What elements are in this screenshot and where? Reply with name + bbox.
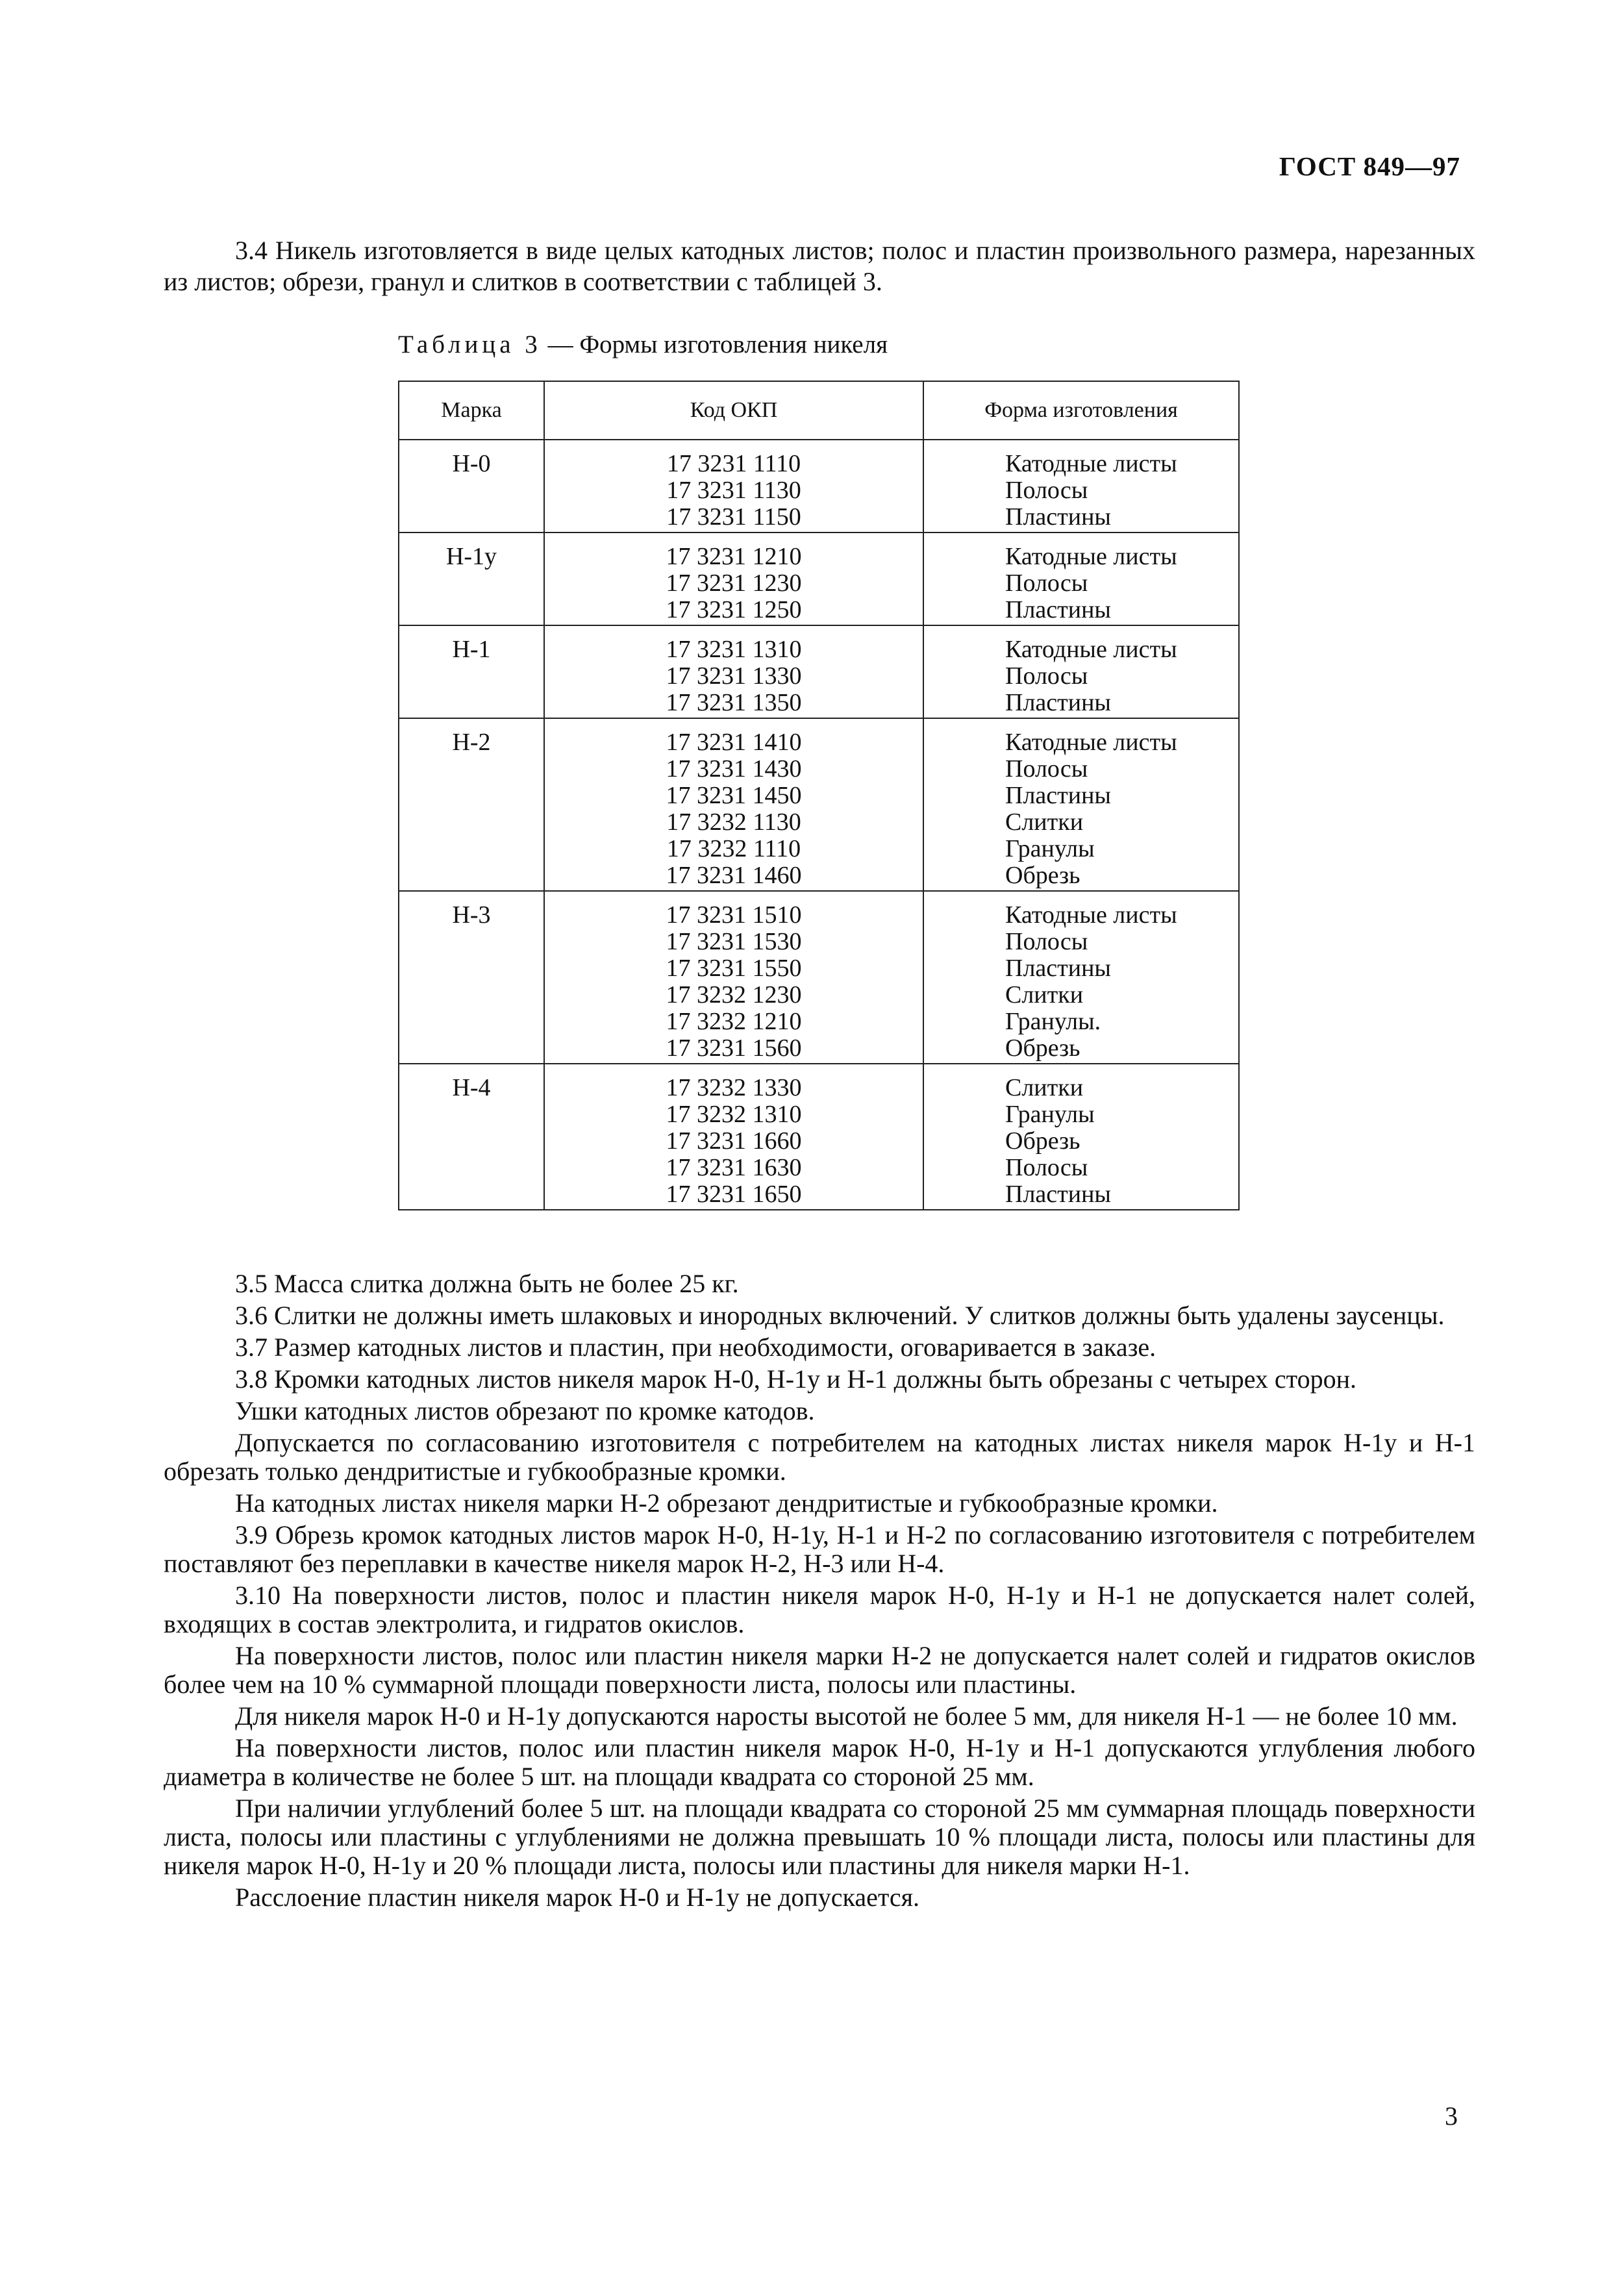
form-item: Пластины [1005,782,1111,809]
form-item: Гранулы [1005,1101,1095,1128]
okp-code: 17 3231 1650 [666,1181,802,1208]
okp-code: 17 3231 1210 [666,543,802,570]
form-item: Обрезь [1005,1127,1081,1155]
paragraph: Допускается по согласованию изготовителя с потребителем на катодных листах никеля марок Н-1у и Н-1 обрезать только дендритистые и губкообразные кромки. [164,1428,1475,1486]
okp-code: 17 3231 1110 [666,450,801,477]
form-item: Полосы [1005,570,1088,597]
paragraph: 3.8 Кромки катодных листов никеля марок Н-0, Н-1у и Н-1 должны быть обрезаны с четырех сторон. [235,1364,1357,1394]
grade-cell: Н-4 [399,1064,544,1210]
okp-code: 17 3232 1230 [666,981,802,1008]
form-cell [923,532,1239,625]
paragraph: 3.9 Обрезь кромок катодных листов марок Н-0, Н-1у, Н-1 и Н-2 по согласованию изготовителя с потребителем поставляют без переплавки в качестве никеля марок Н-2, Н-3 или Н-4. [164,1520,1475,1578]
form-item: Катодные листы [1005,450,1177,477]
okp-code: 17 3231 1150 [666,503,801,531]
form-item: Пластины [1005,503,1111,531]
paragraph: 3.6 Слитки не должны иметь шлаковых и инородных включений. У слитков должны быть удалены заусенцы. [235,1301,1445,1330]
nickel-forms-table [398,381,1240,1210]
okp-code: 17 3231 1450 [666,782,802,809]
table-body [399,440,1239,1210]
okp-code: 17 3231 1530 [666,928,802,955]
okp-code-cell [544,891,923,1064]
okp-code: 17 3231 1310 [666,636,802,663]
okp-code: 17 3232 1310 [666,1101,802,1128]
okp-code: 17 3232 1110 [666,835,801,862]
okp-code: 17 3231 1560 [666,1034,802,1062]
form-item: Обрезь [1005,862,1081,889]
paragraph: 3.5 Масса слитка должна быть не более 25 кг. [235,1269,739,1298]
table-row [399,625,1239,718]
form-item: Пластины [1005,596,1111,623]
table-caption [398,330,888,359]
form-cell [923,625,1239,718]
okp-code-cell [544,625,923,718]
form-item: Полосы [1005,755,1088,783]
intro-section [164,235,1475,297]
table-row [399,1064,1239,1210]
form-item: Пластины [1005,955,1111,982]
form-item: Слитки [1005,1074,1084,1101]
form-item: Катодные листы [1005,543,1177,570]
okp-code: 17 3232 1330 [666,1074,802,1101]
okp-code: 17 3231 1510 [666,901,802,929]
okp-code: 17 3231 1410 [666,729,802,756]
okp-code: 17 3231 1230 [666,570,802,597]
form-item: Полосы [1005,1154,1088,1181]
table-row [399,718,1239,891]
paragraph: На поверхности листов, полос или пластин никеля марки Н-2 не допускается налет солей и гидратов окислов более чем на 10 % суммарной площади поверхности листа, полосы или пластины. [164,1641,1475,1699]
form-item: Пластины [1005,689,1111,716]
grade-cell: Н-3 [399,891,544,1064]
form-item: Слитки [1005,808,1084,836]
grade-cell: Н-0 [399,440,544,532]
form-item: Пластины [1005,1181,1111,1208]
table-header-row [399,381,1239,440]
grade-cell: Н-1 [399,625,544,718]
okp-code-cell [544,532,923,625]
okp-code: 17 3231 1350 [666,689,802,716]
okp-code: 17 3231 1660 [666,1127,802,1155]
paragraph: Ушки катодных листов обрезают по кромке катодов. [235,1396,815,1425]
column-header-grade: Марка [399,381,544,440]
column-header-form: Форма изготовления [923,381,1239,440]
okp-code-cell [544,718,923,891]
okp-code-cell [544,440,923,532]
table-row [399,891,1239,1064]
form-item: Катодные листы [1005,901,1177,929]
okp-code: 17 3231 1550 [666,955,802,982]
okp-code: 17 3231 1130 [666,477,801,504]
form-cell [923,440,1239,532]
grade-cell: Н-1у [399,532,544,625]
okp-code: 17 3231 1630 [666,1154,802,1181]
grade-cell: Н-2 [399,718,544,891]
table-row [399,532,1239,625]
form-item: Обрезь [1005,1034,1081,1062]
okp-code: 17 3232 1210 [666,1008,802,1035]
paragraph-3-4: 3.4 Никель изготовляется в виде целых катодных листов; полос и пластин произвольного размера, нарезанных из листов; обрези, гранул и слитков в соответствии с таблицей 3. [164,236,1475,296]
form-cell [923,1064,1239,1210]
form-cell [923,718,1239,891]
form-item: Полосы [1005,662,1088,690]
table-row [399,440,1239,532]
form-item: Катодные листы [1005,729,1177,756]
okp-code: 17 3231 1330 [666,662,802,690]
form-item: Полосы [1005,477,1088,504]
form-cell [923,891,1239,1064]
paragraph: 3.10 На поверхности листов, полос и пластин никеля марок Н-0, Н-1у и Н-1 не допускается налет солей, входящих в состав электролита, и гидратов окислов. [164,1581,1475,1638]
paragraph: Расслоение пластин никеля марок Н-0 и Н-1у не допускается. [235,1883,919,1912]
okp-code: 17 3232 1130 [666,808,801,836]
column-header-okp-code: Код ОКП [544,381,923,440]
page-header-standard: ГОСТ 849—97 [1279,151,1460,181]
form-item: Полосы [1005,928,1088,955]
form-item: Катодные листы [1005,636,1177,663]
paragraph: При наличии углублений более 5 шт. на площади квадрата со стороной 25 мм суммарная площадь поверхности листа, полосы или пластины с углублениями не должна превышать 10 % площади листа, полосы или пластины для никеля марок Н-0, Н-1у и 20 % площади листа, полосы или пластины для никеля марки Н-1. [164,1794,1475,1880]
okp-code-cell [544,1064,923,1210]
form-item: Гранулы. [1005,1008,1101,1035]
table-caption-lead: Таблица 3 [398,331,542,358]
paragraph: Для никеля марок Н-0 и Н-1у допускаются наросты высотой не более 5 мм, для никеля Н-1 — не более 10 мм. [235,1701,1458,1731]
paragraph: 3.7 Размер катодных листов и пластин, при необходимости, оговаривается в заказе. [235,1333,1156,1362]
okp-code: 17 3231 1430 [666,755,802,783]
page-number: 3 [1445,2101,1458,2131]
form-item: Слитки [1005,981,1084,1008]
body-text [164,1270,1475,1915]
paragraph: На поверхности листов, полос или пластин никеля марок Н-0, Н-1у и Н-1 допускаются углубления любого диаметра в количестве не более 5 шт. на площади квадрата со стороной 25 мм. [164,1733,1475,1791]
paragraph: На катодных листах никеля марки Н-2 обрезают дендритистые и губкообразные кромки. [235,1488,1218,1518]
form-item: Гранулы [1005,835,1095,862]
okp-code: 17 3231 1250 [666,596,802,623]
okp-code: 17 3231 1460 [666,862,802,889]
table-caption-title: — Формы изготовления никеля [541,331,888,358]
